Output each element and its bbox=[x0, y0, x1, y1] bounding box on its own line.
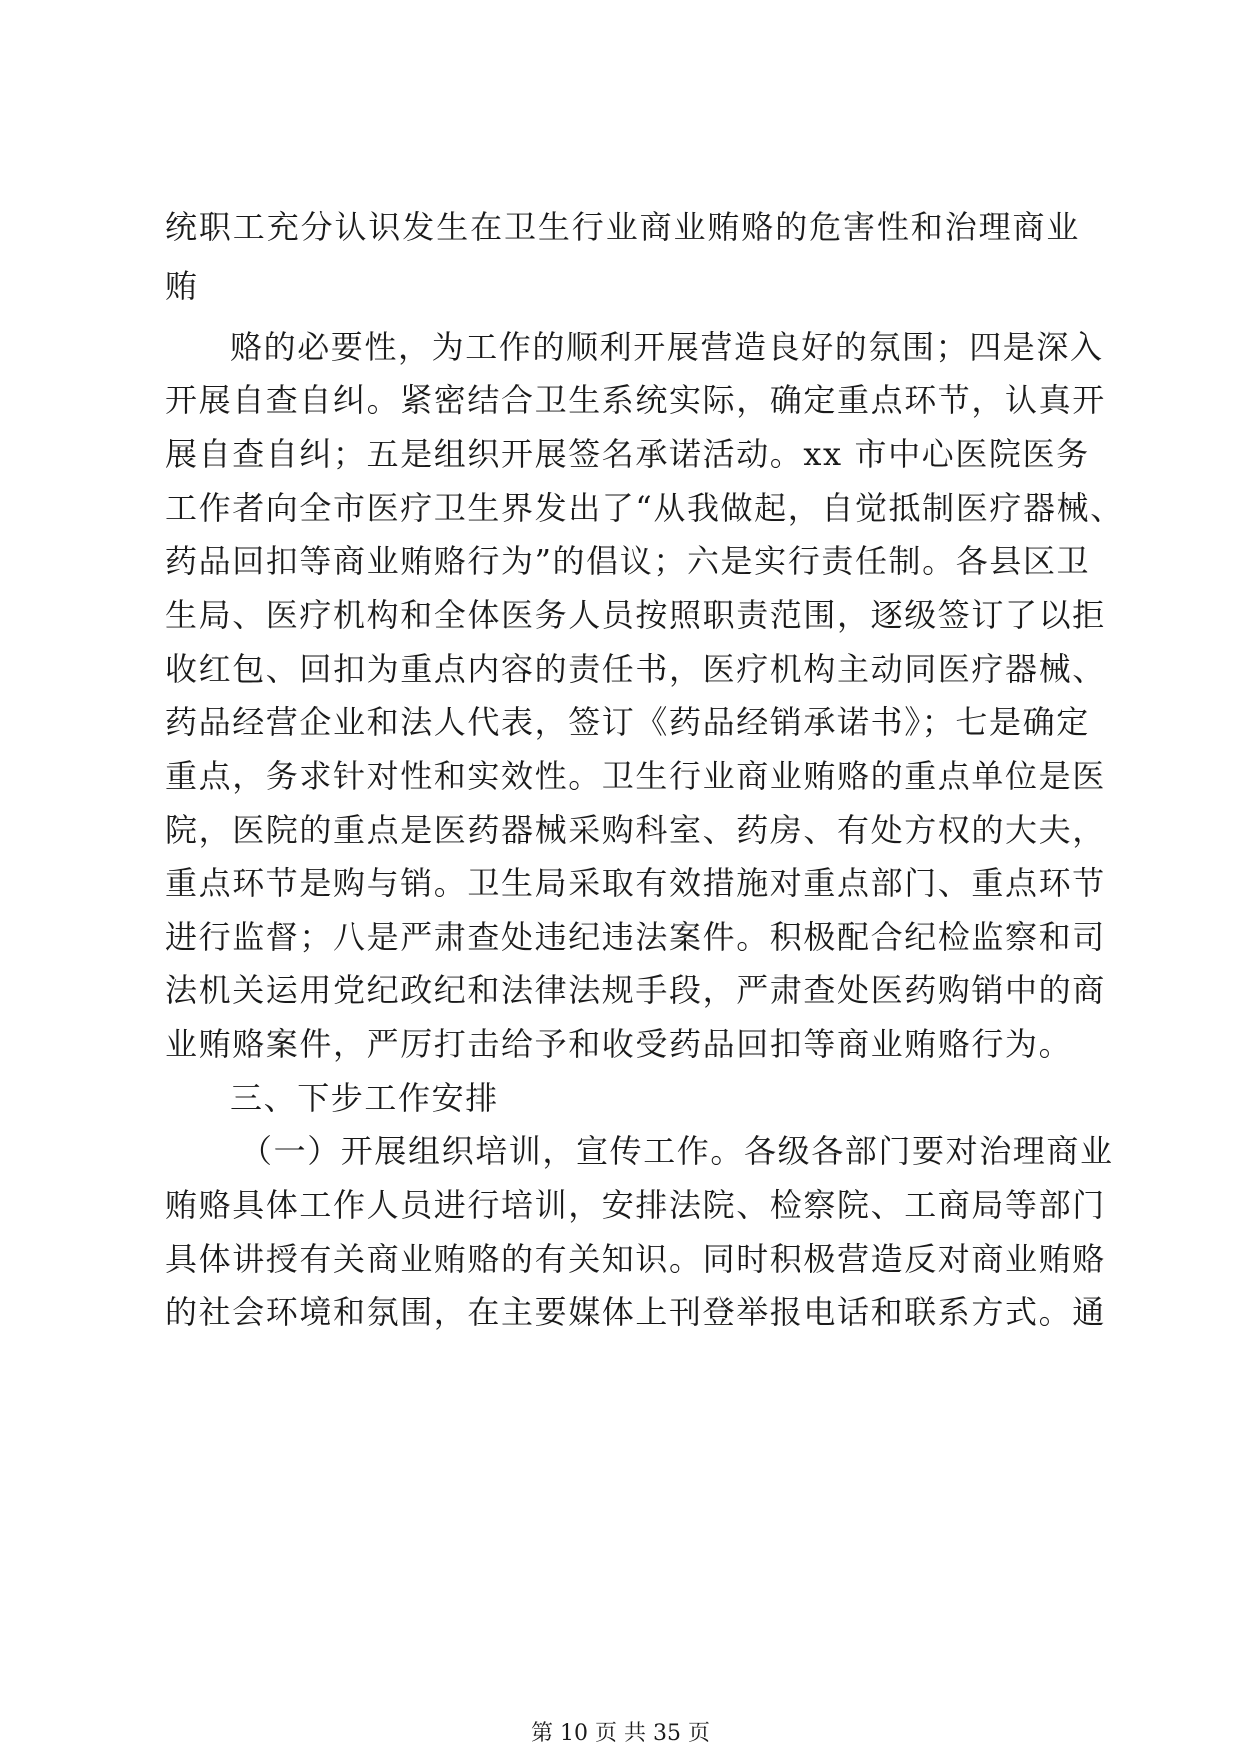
paragraph-line-4: 工作者向全市医疗卫生界发出了“从我做起，自觉抵制医疗器械、 bbox=[165, 489, 1124, 527]
section-heading: 三、下步工作安排 bbox=[230, 1079, 499, 1117]
subsection-line-1: （一）开展组织培训，宣传工作。各级各部门要对治理商业 bbox=[240, 1132, 1114, 1170]
subsection-line-2: 贿赂具体工作人员进行培训，安排法院、检察院、工商局等部门 bbox=[165, 1186, 1106, 1224]
text-line-2: 贿 bbox=[165, 267, 199, 305]
subsection-line-4: 的社会环境和氛围，在主要媒体上刊登举报电话和联系方式。通 bbox=[165, 1293, 1106, 1331]
paragraph-line-5: 药品回扣等商业贿赂行为”的倡议；六是实行责任制。各县区卫 bbox=[165, 542, 1091, 580]
paragraph-line-3: 展自查自纠；五是组织开展签名承诺活动。xx 市中心医院医务 bbox=[165, 435, 1090, 473]
paragraph-line-1: 赂的必要性，为工作的顺利开展营造良好的氛围；四是深入 bbox=[230, 328, 1104, 366]
paragraph-line-2: 开展自查自纠。紧密结合卫生系统实际，确定重点环节，认真开 bbox=[165, 381, 1106, 419]
text-line-1: 统职工充分认识发生在卫生行业商业贿赂的危害性和治理商业 bbox=[165, 208, 1080, 246]
paragraph-line-7: 收红包、回扣为重点内容的责任书，医疗机构主动同医疗器械、 bbox=[165, 650, 1106, 688]
subsection-line-3: 具体讲授有关商业贿赂的有关知识。同时积极营造反对商业贿赂 bbox=[165, 1240, 1106, 1278]
paragraph-line-14: 业贿赂案件，严厉打击给予和收受药品回扣等商业贿赂行为。 bbox=[165, 1025, 1073, 1063]
paragraph-line-8: 药品经营企业和法人代表，签订《药品经销承诺书》；七是确定 bbox=[165, 703, 1090, 741]
paragraph-line-12: 进行监督；八是严肃查处违纪违法案件。积极配合纪检监察和司 bbox=[165, 918, 1106, 956]
paragraph-line-6: 生局、医疗机构和全体医务人员按照职责范围，逐级签订了以拒 bbox=[165, 596, 1106, 634]
paragraph-line-13: 法机关运用党纪政纪和法律法规手段，严肃查处医药购销中的商 bbox=[165, 971, 1106, 1009]
paragraph-line-11: 重点环节是购与销。卫生局采取有效措施对重点部门、重点环节 bbox=[165, 864, 1106, 902]
paragraph-line-9: 重点，务求针对性和实效性。卫生行业商业贿赂的重点单位是医 bbox=[165, 757, 1106, 795]
page-number-footer: 第 10 页 共 35 页 bbox=[531, 1721, 710, 1746]
paragraph-line-10: 院，医院的重点是医药器械采购科室、药房、有处方权的大夫， bbox=[165, 811, 1106, 849]
